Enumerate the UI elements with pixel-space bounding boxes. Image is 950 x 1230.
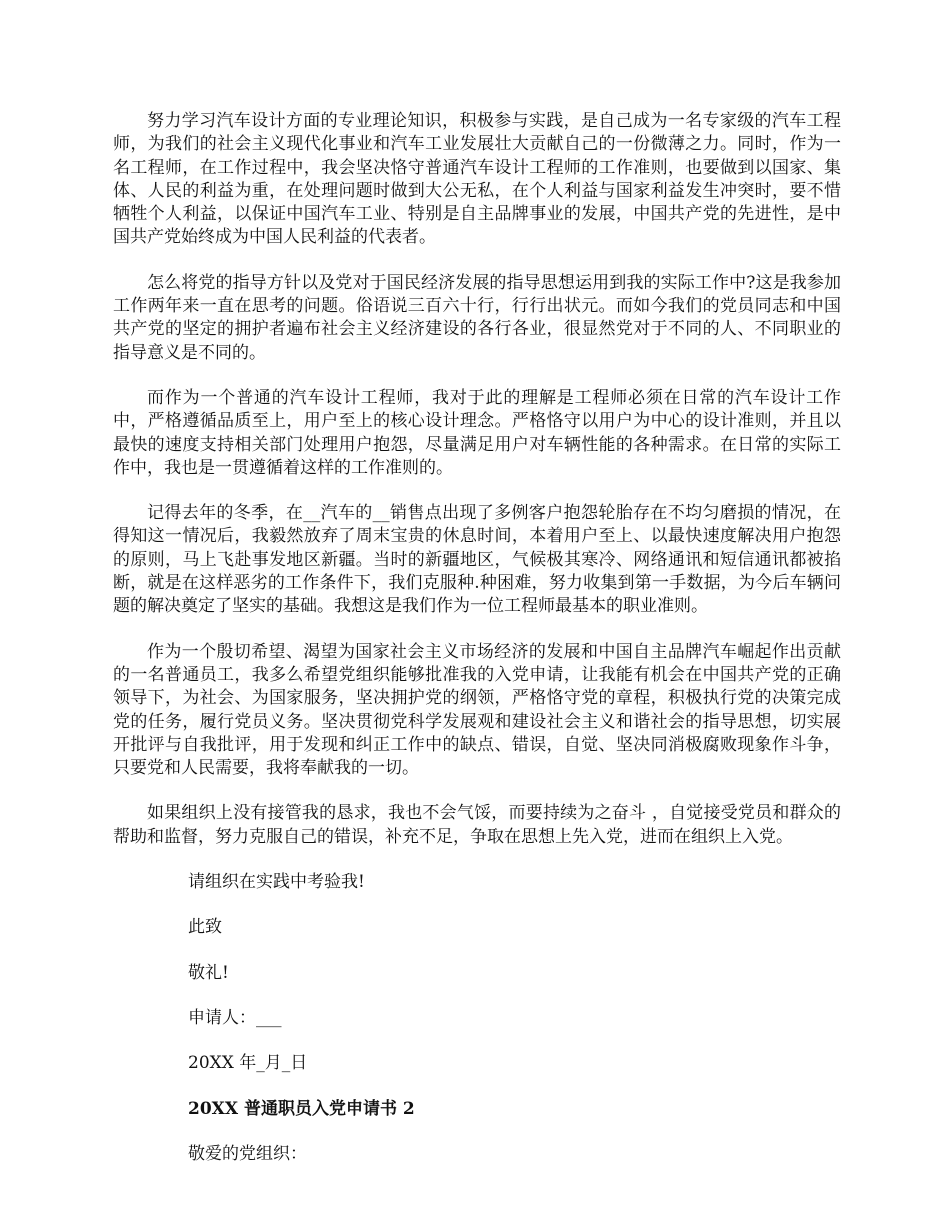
body-paragraph: 如果组织上没有接管我的恳求，我也不会气馁，而要持续为之奋斗 ，自觉接受党员和群众的帮助和监督，努力克服自己的错误，补充不足，争取在思想上先入党，进而在组织上入党。 xyxy=(113,803,841,847)
body-paragraph: 怎么将党的指导方针以及党对于国民经济发展的指导思想运用到我的实际工作中?这是我参加工作两年来一直在思考的问题。俗语说三百六十行，行行出状元。而如今我们的党员同志和中国共产党的坚定的拥护者遍布社会主义经济建设的各行各业，很显然党对于不同的人、不同职业的指导意义是不同的。 xyxy=(113,272,841,363)
document-page xyxy=(113,110,841,1188)
closing-salutation: 此致 xyxy=(188,917,222,938)
date-line: 20XX 年_月_日 xyxy=(188,1053,308,1074)
body-paragraph: 记得去年的冬季，在__汽车的__销售点出现了多例客户抱怨轮胎存在不均匀磨损的情况，在得知这一情况后，我毅然放弃了周末宝贵的休息时间，本着用户至上、以最快速度解决用户抱怨的原则，马上飞赴事发地区新疆。当时的新疆地区，气候极其寒冷、网络通讯和短信通讯都被掐断，就是在这样恶劣的工作条件下，我们克服种.种困难，努力收集到第一手数据，为今后车辆问题的解决奠定了坚实的基础。我想这是我们作为一位工程师最基本的职业准则。 xyxy=(113,503,841,617)
section-title: 20XX 普通职员入党申请书 2 xyxy=(188,1098,415,1119)
closing-regards: 敬礼! xyxy=(188,962,229,983)
body-paragraph: 作为一个殷切希望、渴望为国家社会主义市场经济的发展和中国自主品牌汽车崛起作出贡献的一名普通员工，我多么希望党组织能够批准我的入党申请，让我能有机会在中国共产党的正确领导下，为社会、为国家服务，坚决拥护党的纲领，严格恪守党的章程，积极执行党的决策完成党的任务，履行党员义务。坚决贯彻党科学发展观和建设社会主义和谐社会的指导思想，切实展开批评与自我批评，用于发现和纠正工作中的缺点、错误，自觉、坚决同消极腐败现象作斗争，只要党和人民需要，我将奉献我的一切。 xyxy=(113,641,841,779)
body-paragraph: 而作为一个普通的汽车设计工程师，我对于此的理解是工程师必须在日常的汽车设计工作中，严格遵循品质至上，用户至上的核心设计理念。严格恪守以用户为中心的设计准则，并且以最快的速度支持相关部门处理用户抱怨，尽量满足用户对车辆性能的各种需求。在日常的实际工作中，我也是一贯遵循着这样的工作准则的。 xyxy=(113,387,841,478)
closing-request: 请组织在实践中考验我! xyxy=(188,872,365,893)
applicant-line: 申请人：___ xyxy=(188,1007,282,1028)
body-paragraph: 努力学习汽车设计方面的专业理论知识，积极参与实践，是自己成为一名专家级的汽车工程师，为我们的社会主义现代化事业和汽车工业发展壮大贡献自己的一份微薄之力。同时，作为一名工程师，在工作过程中，我会坚决恪守普通汽车设计工程师的工作准则，也要做到以国家、集体、人民的利益为重，在处理问题时做到大公无私，在个人利益与国家利益发生冲突时，要不惜牺牲个人利益，以保证中国汽车工业、特别是自主品牌事业的发展，中国共产党的先进性，是中国共产党始终成为中国人民利益的代表者。 xyxy=(113,111,841,248)
section-salutation: 敬爱的党组织： xyxy=(188,1143,307,1164)
